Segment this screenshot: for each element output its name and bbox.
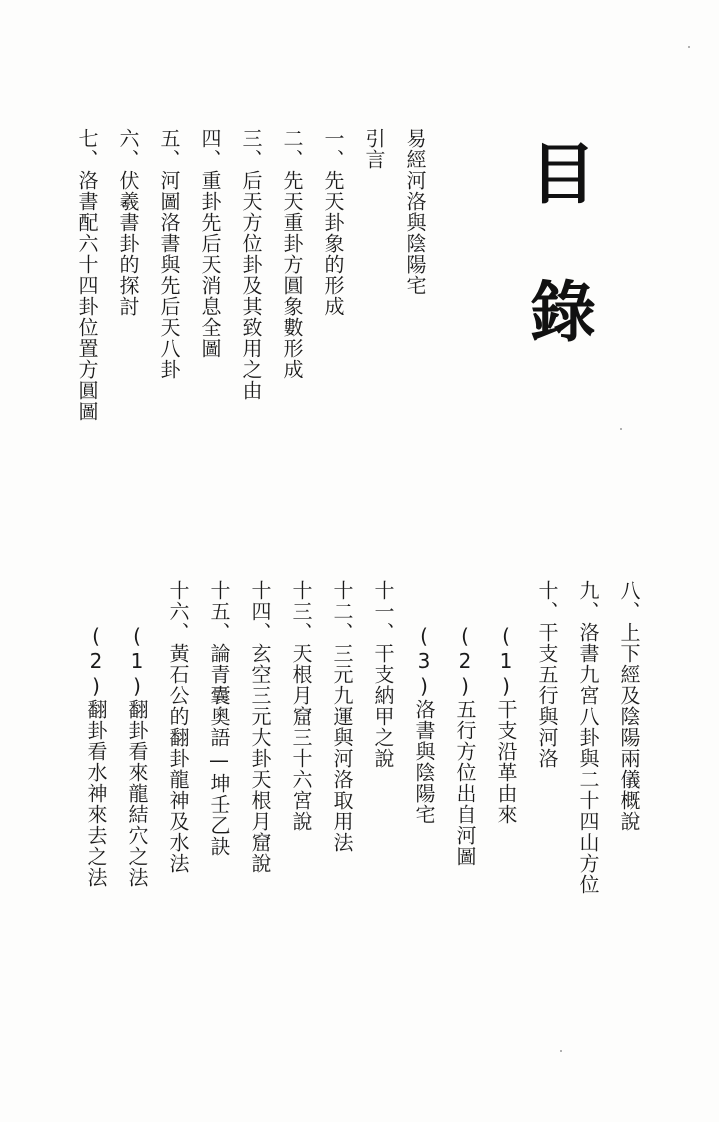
page-title-char-2: 錄	[530, 274, 596, 351]
toc-subitem: (1)翻卦看來龍結穴之法	[125, 624, 149, 888]
toc-item: 十二、三元九運與河洛取用法	[330, 580, 354, 853]
paper-speck	[620, 428, 622, 430]
paper-speck	[688, 46, 690, 48]
toc-item: 九、洛書九宮八卦與二十四山方位	[576, 580, 600, 895]
toc-item: 十六、黃石公的翻卦龍神及水法	[166, 580, 190, 874]
page-title-char-1: 目	[530, 136, 596, 213]
toc-item: 八、上下經及陰陽兩儀概說	[617, 580, 641, 832]
toc-item: 七、洛書配六十四卦位置方圓圖	[75, 128, 99, 422]
toc-item: 十四、玄空三元大卦天根月窟說	[248, 580, 272, 874]
contents-intro-title: 易經河洛與陰陽宅	[403, 128, 427, 296]
toc-item: 十三、天根月窟三十六宮說	[289, 580, 313, 832]
toc-item: 十一、干支納甲之說	[371, 580, 395, 769]
toc-item: 一、先天卦象的形成	[321, 128, 345, 317]
toc-item: 二、先天重卦方圓象數形成	[280, 128, 304, 380]
toc-subitem: (3)洛書與陰陽宅	[412, 624, 436, 825]
contents-preface: 引言	[362, 128, 386, 170]
paper-speck	[560, 1050, 562, 1052]
toc-item: 十、干支五行與河洛	[535, 580, 559, 769]
toc-subitem: (1)干支沿革由來	[494, 624, 518, 825]
toc-item: 六、伏羲書卦的探討	[116, 128, 140, 317]
toc-subitem: (2)五行方位出自河圖	[453, 624, 477, 867]
toc-item: 三、后天方位卦及其致用之由	[239, 128, 263, 401]
toc-item: 五、河圖洛書與先后天八卦	[157, 128, 181, 380]
toc-item: 四、重卦先后天消息全圖	[198, 128, 222, 359]
toc-subitem: (2)翻卦看水神來去之法	[84, 624, 108, 888]
toc-item: 十五、論青囊奧語—坤壬乙訣	[207, 580, 231, 857]
